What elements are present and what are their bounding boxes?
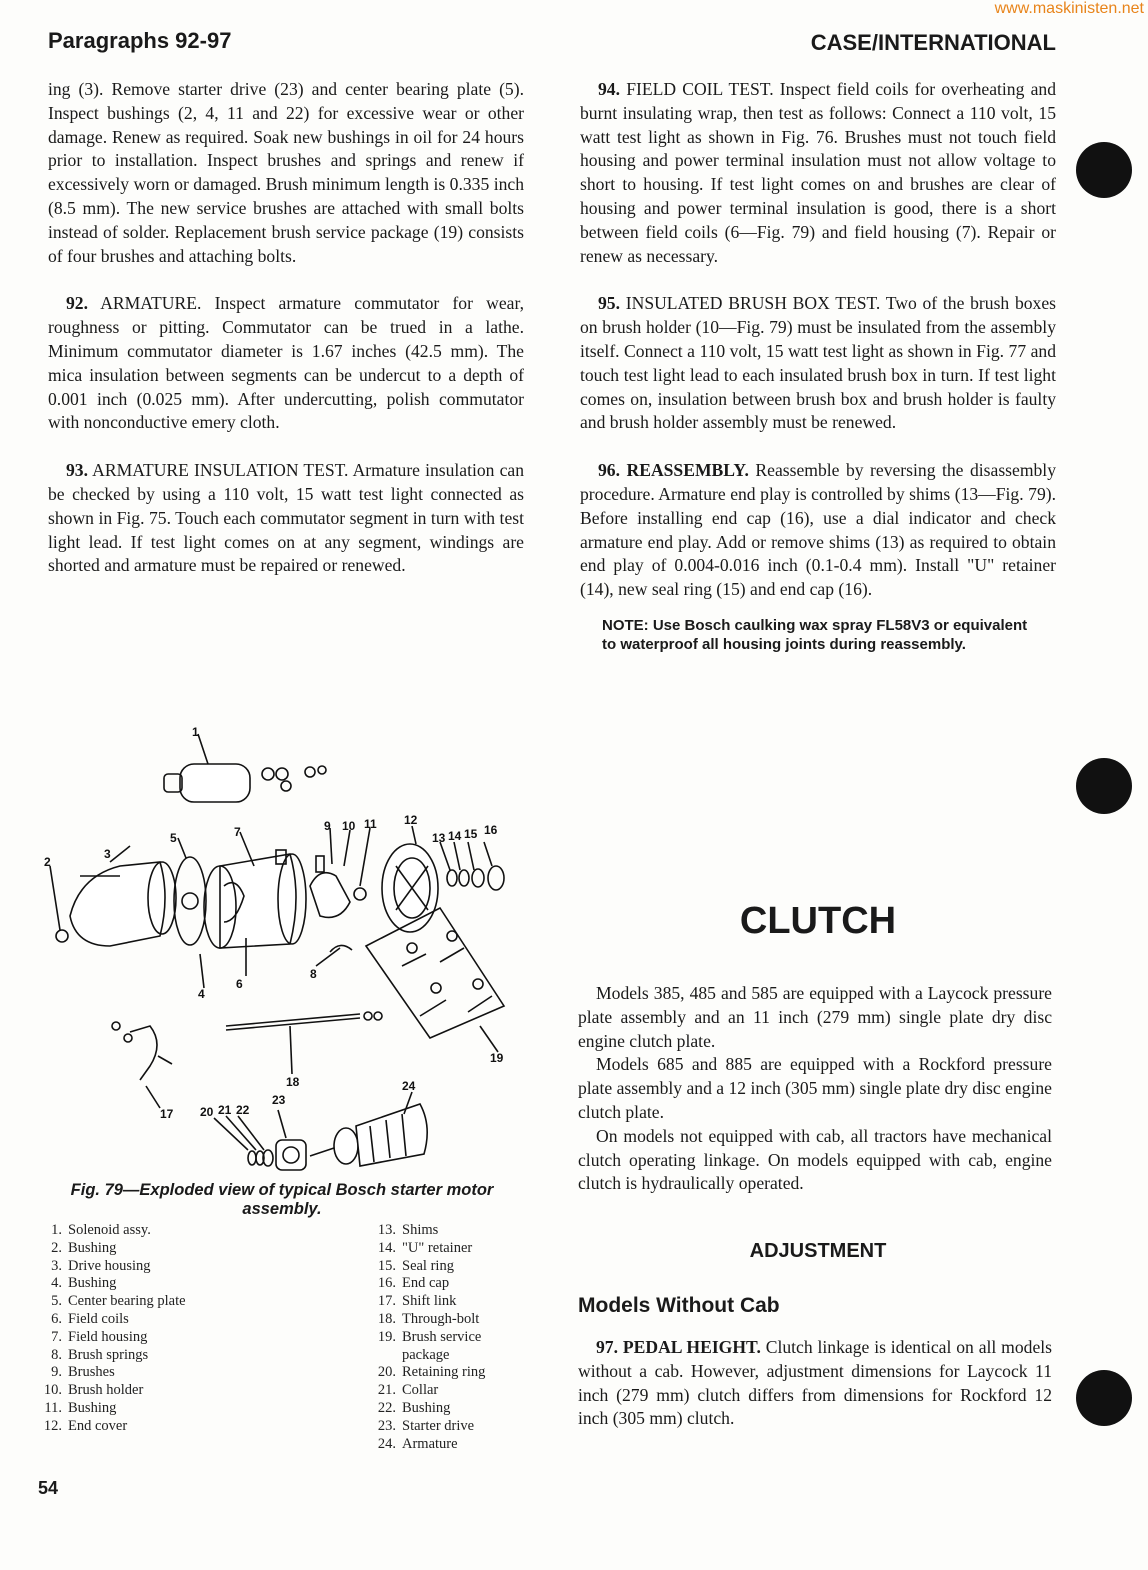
legend-item [374, 1293, 532, 1311]
legend-label: Armature [402, 1435, 458, 1452]
callout-3: 3 [104, 847, 111, 861]
callout-24: 24 [402, 1079, 416, 1093]
paragraph-number: 97. [596, 1337, 618, 1357]
legend-label: Brush springs [68, 1346, 149, 1363]
legend-number: 5. [51, 1293, 62, 1310]
callout-17: 17 [160, 1107, 174, 1121]
legend-label: Brush service package [402, 1328, 482, 1363]
starter-motor-drawing [40, 726, 524, 1176]
paragraph-text: ARMATURE. Inspect armature commutator for wear, roughness or pitting. Commutator can be trued in a lathe. Minimum commutator diameter is 1.67 inches (42.5 mm). The mica insulation between segments can be undercut to a depth of 0.001 inch (0.025 mm). After undercutting, polish commutator with nonconductive emery cloth. [48, 293, 525, 433]
legend-item [40, 1311, 198, 1329]
legend-label: Starter drive [402, 1417, 475, 1434]
paragraph-94 [580, 78, 1056, 268]
legend-label: Collar [402, 1382, 439, 1399]
legend-number: 6. [51, 1310, 62, 1327]
legend-item [40, 1240, 198, 1258]
clutch-paragraph-2: Models 685 and 885 are equipped with a Rockford pressure plate assembly and a 12 inch (305 mm) single plate dry disc engine clutch plate. [578, 1054, 1052, 1122]
exploded-view-figure [40, 726, 524, 1176]
left-column [48, 78, 524, 602]
legend-item [374, 1436, 532, 1454]
legend-number: 18. [377, 1310, 396, 1327]
legend-number: 14. [377, 1239, 396, 1256]
callout-5: 5 [170, 831, 177, 845]
paragraph-92 [48, 292, 524, 435]
legend-label: Seal ring [402, 1257, 454, 1274]
callout-12: 12 [404, 813, 418, 827]
subheading-models-without-cab: Models Without Cab [578, 1294, 780, 1317]
paragraph-title: PEDAL HEIGHT. [622, 1337, 761, 1357]
legend-number: 23. [377, 1417, 396, 1434]
section-title-clutch: CLUTCH [739, 900, 897, 942]
paragraph-number: 93. [66, 460, 88, 481]
figure-caption: Fig. 79—Exploded view of typical Bosch starter motor assembly. [70, 1181, 494, 1218]
callout-1: 1 [192, 726, 199, 739]
callout-10: 10 [342, 819, 356, 833]
legend-number: 24. [377, 1435, 396, 1452]
binder-hole-3 [1076, 1370, 1132, 1426]
callout-19: 19 [490, 1051, 504, 1065]
brush-holder-shape [310, 873, 350, 918]
legend-number: 11. [44, 1399, 62, 1416]
binder-hole-1 [1076, 142, 1132, 198]
callout-11: 11 [364, 817, 377, 831]
paragraph-text: Reassemble by reversing the disassembly procedure. Armature end play is controlled by shims (13—Fig. 79). Before installing end cap (16), use a dial indicator and check armature end play. Add or remove shims (13) as required to obtain end play of 0.004-0.016 inch (0.1-0.4 mm). Install "U" retainer (14), new seal ring (15) and end cap (16). [580, 460, 1056, 600]
legend-number: 10. [43, 1382, 62, 1399]
callout-16: 16 [484, 823, 498, 837]
paragraph-96 [580, 459, 1056, 602]
legend-number: 22. [377, 1399, 396, 1416]
legend-label: Solenoid assy. [68, 1222, 151, 1238]
legend-number: 13. [377, 1222, 396, 1238]
clutch-paragraph-1: Models 385, 485 and 585 are equipped with a Laycock pressure plate assembly and an 11 inch (279 mm) single plate dry disc engine clutch plate. [578, 983, 1052, 1051]
legend-number: 2. [51, 1239, 62, 1256]
paragraph-97 [578, 1336, 1052, 1431]
legend-item [40, 1329, 198, 1347]
solenoid-shape [180, 764, 250, 802]
clutch-paragraph-3: On models not equipped with cab, all tractors have mechanical clutch operating linkage. On models equipped with cab, engine clutch is hydraulically operated. [578, 1125, 1052, 1194]
legend-number: 20. [377, 1364, 396, 1381]
legend-label: End cover [68, 1417, 128, 1434]
watermark: www.maskinisten.net [994, 0, 1144, 17]
legend-item [374, 1418, 532, 1436]
callout-13: 13 [432, 831, 446, 845]
paragraph-93 [48, 459, 524, 578]
paragraph-95 [580, 292, 1056, 435]
shift-link-shape [130, 1026, 157, 1080]
running-header-left: Paragraphs 92-97 [48, 28, 232, 53]
callout-23: 23 [272, 1093, 286, 1107]
legend-label: Bushing [68, 1399, 117, 1416]
armature-shape [356, 1104, 427, 1166]
paragraph-text: Clutch linkage is identical on all models without a cab. However, adjustment dimensions for Laycock 11 inch (279 mm) clutch differs from dimensions for Rockford 12 inch (305 mm) clutch. [578, 1337, 1052, 1429]
legend-number: 9. [51, 1364, 62, 1381]
legend-item [374, 1382, 532, 1400]
legend-number: 8. [51, 1346, 62, 1363]
callout-2: 2 [44, 855, 51, 869]
callout-21: 21 [218, 1103, 232, 1117]
legend-label: Field coils [68, 1310, 129, 1327]
legend-item [40, 1258, 198, 1276]
paragraph-number: 95. [598, 293, 620, 314]
legend-item [40, 1364, 198, 1382]
legend-label: Center bearing plate [68, 1293, 186, 1310]
callout-14: 14 [448, 829, 462, 843]
center-bearing-plate-shape [174, 857, 206, 945]
legend-label: Field housing [68, 1328, 148, 1345]
legend-label: Bushing [402, 1399, 451, 1416]
paragraph-text: INSULATED BRUSH BOX TEST. Two of the brush boxes on brush holder (10—Fig. 79) must be insulated from the assembly itself. Connect a 110 volt, 15 watt test light as shown in Fig. 77 and touch test light lead to each insulated brush box in turn. If test light comes on, insulation between brush box and brush holder is faulty and brush holder assembly must be renewed. [580, 293, 1056, 433]
callout-22: 22 [236, 1103, 250, 1117]
legend-label: Shims [402, 1222, 439, 1238]
clutch-intro [578, 982, 1052, 1196]
paragraph-number: 96. [598, 460, 620, 481]
legend-number: 1. [51, 1222, 62, 1238]
callout-20: 20 [200, 1105, 214, 1119]
legend-number: 21. [377, 1382, 396, 1399]
legend-item [40, 1400, 198, 1418]
legend-label: Shift link [402, 1293, 457, 1310]
legend-number: 17. [377, 1293, 396, 1310]
legend-number: 15. [377, 1257, 396, 1274]
legend-number: 3. [51, 1257, 62, 1274]
page-number: 54 [38, 1478, 59, 1498]
brush-service-package-outline [366, 908, 504, 1038]
subsection-title-adjustment: ADJUSTMENT [749, 1240, 887, 1262]
legend-label: Through-bolt [402, 1310, 480, 1327]
legend-item [40, 1275, 198, 1293]
legend-label: Brush holder [68, 1382, 144, 1399]
legend-item [374, 1275, 532, 1293]
callout-18: 18 [286, 1075, 300, 1089]
callout-6: 6 [236, 977, 243, 991]
legend-item [40, 1347, 198, 1365]
legend-label: Brushes [68, 1364, 115, 1381]
legend-item [40, 1293, 198, 1311]
legend-item [374, 1329, 532, 1365]
legend-label: Drive housing [68, 1257, 151, 1274]
legend-item [374, 1311, 532, 1329]
legend-left [40, 1222, 198, 1436]
callout-15: 15 [464, 827, 478, 841]
starter-drive-shape [276, 1140, 306, 1170]
right-column [580, 78, 1056, 654]
binder-hole-2 [1076, 758, 1132, 814]
legend-item [374, 1364, 532, 1382]
legend-number: 4. [51, 1275, 62, 1292]
legend-number: 16. [377, 1275, 396, 1292]
paragraph-title: REASSEMBLY. [626, 460, 749, 481]
paragraph-text: FIELD COIL TEST. Inspect field coils for overheating and burnt insulating wrap, then test as follows: Connect a 110 volt, 15 watt test light as shown in Fig. 76. Brushes must not touch field housing and power terminal insulation must not allow voltage to short to housing. If test light comes on and brushes are clear of housing and power terminal insulation is good, there is a short between field coils (6—Fig. 79) and field housing (7). Repair or renew as necessary. [580, 79, 1056, 266]
legend-right [374, 1222, 532, 1453]
callout-8: 8 [310, 967, 317, 981]
running-header-right: CASE/INTERNATIONAL [810, 30, 1056, 55]
legend-number: 12. [43, 1417, 62, 1434]
callout-9: 9 [324, 819, 331, 833]
legend-label: "U" retainer [402, 1239, 473, 1256]
legend-number: 7. [51, 1328, 62, 1345]
continued-paragraph: ing (3). Remove starter drive (23) and center bearing plate (5). Inspect bushings (2, 4, 11 and 22) for excessive wear or other damage. Renew as required. Soak new bushings in oil for 24 hours prior to installation. Inspect brushes and springs and renew if excessively worn or damaged. Brush minimum length is 0.335 inch (8.5 mm). The new service brushes are attached with small bolts instead of solder. Replacement brush service package (19) consists of four brushes and attaching bolts. [48, 79, 524, 266]
legend-item [374, 1222, 532, 1240]
legend-item [374, 1400, 532, 1418]
legend-label: Retaining ring [402, 1364, 486, 1381]
legend-item [374, 1258, 532, 1276]
legend-item [374, 1240, 532, 1258]
callout-7: 7 [234, 825, 241, 839]
brush-spring-shape [330, 945, 352, 952]
callout-4: 4 [198, 987, 205, 1001]
note-text: NOTE: Use Bosch caulking wax spray FL58V3 or equivalent to waterproof all housing joints during reassembly. [602, 616, 1028, 653]
paragraph-text: ARMATURE INSULATION TEST. Armature insulation can be checked by using a 110 volt, 15 watt test light connected as shown in Fig. 75. Touch each commutator segment in turn with test light lead. If test light comes on at any segment, windings are shorted and armature must be repaired or renewed. [48, 460, 524, 576]
legend-item [40, 1418, 198, 1436]
legend-label: End cap [402, 1275, 450, 1292]
paragraph-number: 94. [598, 79, 620, 99]
legend-number: 19. [377, 1328, 396, 1345]
legend-label: Bushing [68, 1239, 117, 1256]
legend-item [40, 1222, 198, 1240]
legend-item [40, 1382, 198, 1400]
legend-label: Bushing [68, 1275, 117, 1292]
paragraph-number: 92. [66, 293, 88, 314]
